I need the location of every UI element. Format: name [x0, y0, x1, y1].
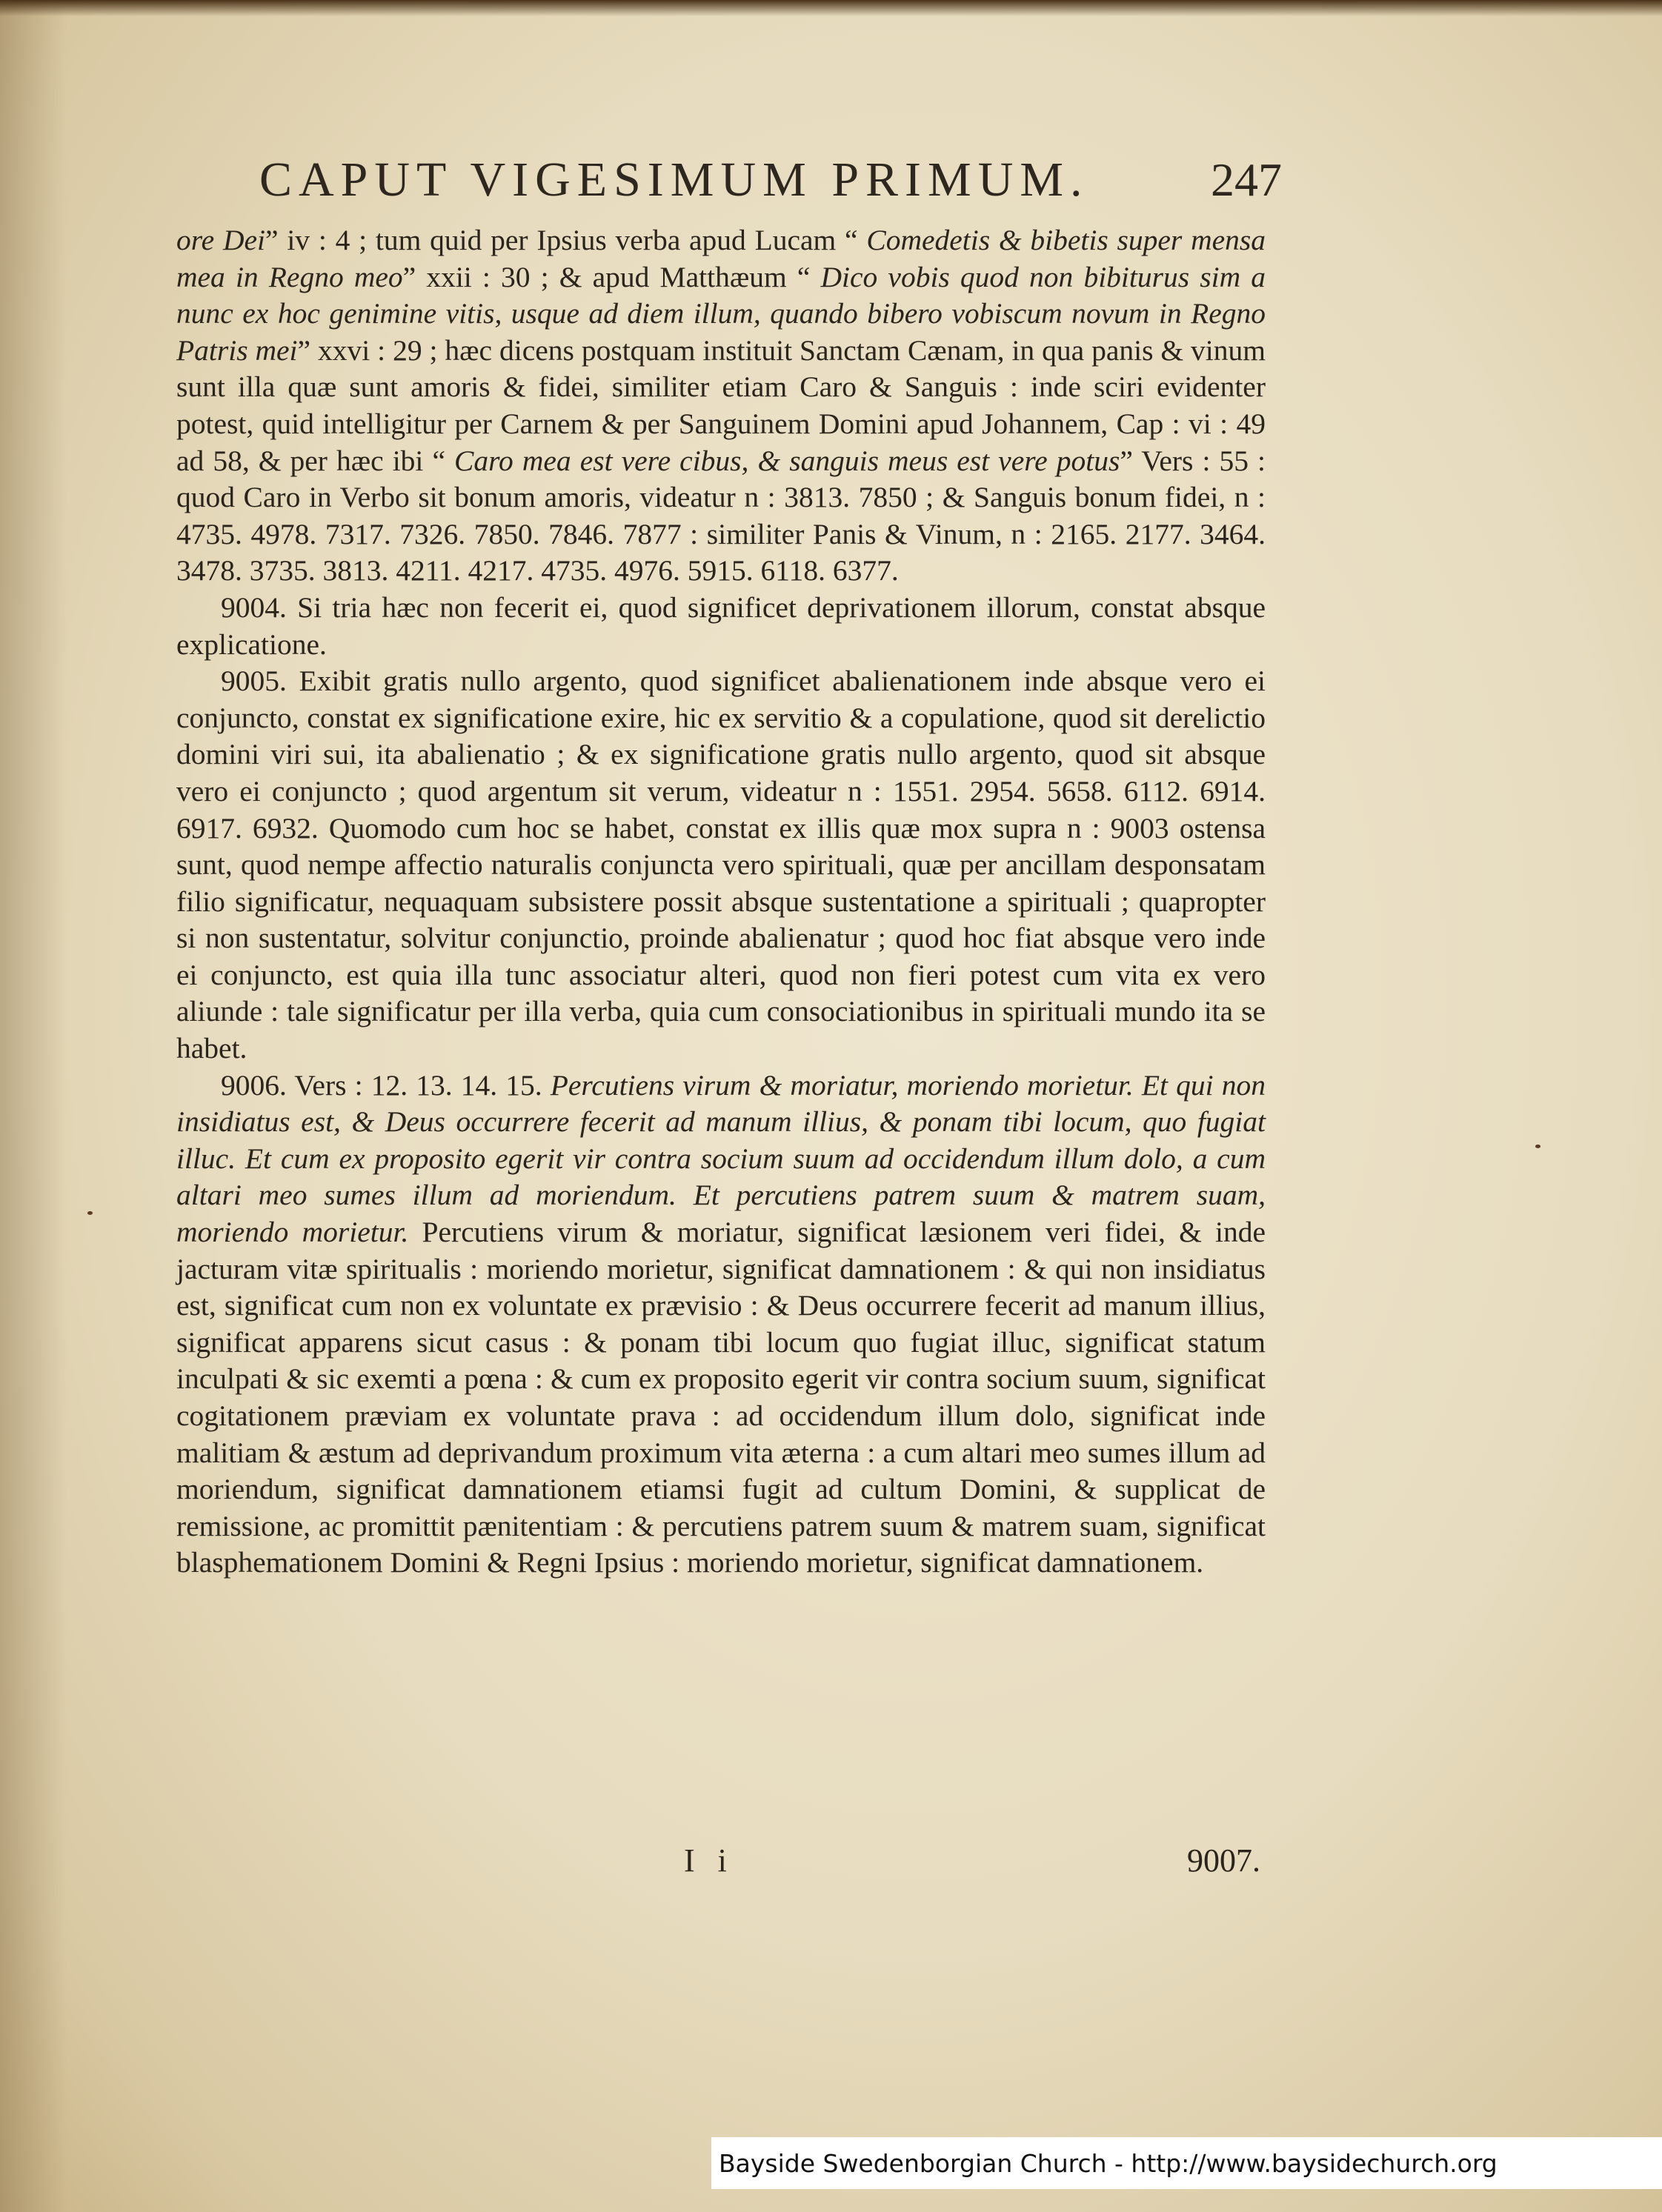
page-number: 247: [1211, 153, 1282, 206]
text-run: ” iv : 4 ; tum quid per Ipsius verba apud Lucam “: [265, 224, 867, 256]
paragraph: [176, 590, 1266, 663]
running-head: CAPUT VIGESIMUM PRIMUM.: [259, 153, 1089, 207]
paragraph: [176, 663, 1266, 1067]
paragraph: [176, 222, 1266, 590]
italic-run: ore Dei: [176, 224, 266, 256]
watermark-text: Bayside Swedenborgian Church - http://www.baysidechurch.org: [719, 2148, 1498, 2178]
signature-mark: I i: [684, 1842, 734, 1879]
catchword: 9007.: [1187, 1842, 1260, 1879]
italic-run: Caro mea est vere cibus, & sanguis meus est vere potus: [454, 444, 1120, 477]
italic-run: Dico vobis quod non bibiturus sim a nunc ex hoc genimine vitis, usque ad diem illum, quando bibero vobiscum novum in Regno Patris mei: [176, 260, 1266, 367]
text-run: ” xxii : 30 ; & apud Matthæum “: [402, 260, 821, 293]
ink-speck: [1535, 1145, 1540, 1148]
text-run: ” Vers : 55 : quod Caro in Verbo sit bonum amoris, videatur n : 3813. 7850 ; & Sanguis bonum fidei, n : 4735. 4978. 7317. 7326. 7850. 7846. 7877 : similiter Panis & Vinum, n : 2165. 2177. 3464. 3478. 3735. 3813. 4211. 4217. 4735. 4976. 5915. 6118. 6377.: [176, 444, 1266, 587]
text-body: [176, 222, 1266, 1582]
italic-run: Percutiens virum & moriatur, moriendo morietur. Et qui non insidiatus est, & Deus occurrere fecerit ad manum illius, & ponam tibi locum, quo fugiat illuc. Et cum ex proposito egerit vir contra socium suum ad occidendum illum dolo, a cum altari meo sumes illum ad moriendum. Et percutiens patrem suum & matrem suam, moriendo morietur.: [176, 1068, 1266, 1249]
text-run: ” xxvi : 29 ; hæc dicens postquam instituit Sanctam Cænam, in qua panis & vinum sunt illa quæ sunt amoris & fidei, similiter etiam Caro & Sanguis : inde sciri evidenter potest, quid intelligitur per Carnem & per Sanguinem Domini apud Johannem, Cap : vi : 49 ad 58, & per hæc ibi “: [176, 333, 1266, 477]
text-run: 9004. Si tria hæc non fecerit ei, quod significet deprivationem illorum, constat absque explicatione.: [176, 590, 1266, 661]
text-run: 9005. Exibit gratis nullo argento, quod significet abalienationem inde absque vero ei conjuncto, constat ex significatione exire, hic ex servitio & a copulatione, quod sit derelictio domini viri sui, ita abalienatio ; & ex significatione gratis nullo argento, quod sit absque vero ei conjuncto ; quod argentum sit verum, videatur n : 1551. 2954. 5658. 6112. 6914. 6917. 6932. Quomodo cum hoc se habet, constat ex illis quæ mox supra n : 9003 ostensa sunt, quod nempe affectio naturalis conjuncta vero spirituali, quæ per ancillam desponsatam filio significatur, nequaquam subsistere possit absque sustentatione a spirituali ; quapropter si non sustentatur, solvitur conjunctio, proinde abalienatur ; quod hoc fiat absque vero inde ei conjuncto, est quia illa tunc associatur alteri, quod non fieri potest cum vita ex vero aliunde : tale significatur per illa verba, quia cum consociationibus in spirituali mundo ita se habet.: [176, 664, 1266, 1065]
page-footer: [0, 1842, 1662, 1886]
paragraph: [176, 1067, 1266, 1582]
text-run: 9006. Vers : 12. 13. 14. 15.: [221, 1068, 551, 1102]
page-header: [259, 152, 1282, 208]
text-run: Percutiens virum & moriatur, significat læsionem veri fidei, & inde jacturam vitæ spiritualis : moriendo morietur, significat damnationem : & qui non insidiatus est, significat cum non ex voluntate ex prævisio : & Deus occurrere fecerit ad manum illius, significat apparens sicut casus : & ponam tibi locum quo fugiat illuc, significat statum inculpati & sic exemti a pœna : & cum ex proposito egerit vir contra socium suum, significat cogitationem præviam ex voluntate prava : ad occidendum illum dolo, significat inde malitiam & æstum ad deprivandum proximum vita æterna : a cum altari meo sumes illum ad moriendum, significat damnationem etiamsi fugit ad cultum Domini, & supplicat de remissione, ac promittit pænitentiam : & percutiens patrem suum & matrem suam, significat blasphemationem Domini & Regni Ipsius : moriendo morietur, significat damnationem.: [176, 1216, 1266, 1579]
italic-run: Comedetis & bibetis super mensa mea in Regno meo: [176, 224, 1266, 293]
ink-speck: [87, 1211, 93, 1215]
watermark-banner: [711, 2137, 1662, 2189]
